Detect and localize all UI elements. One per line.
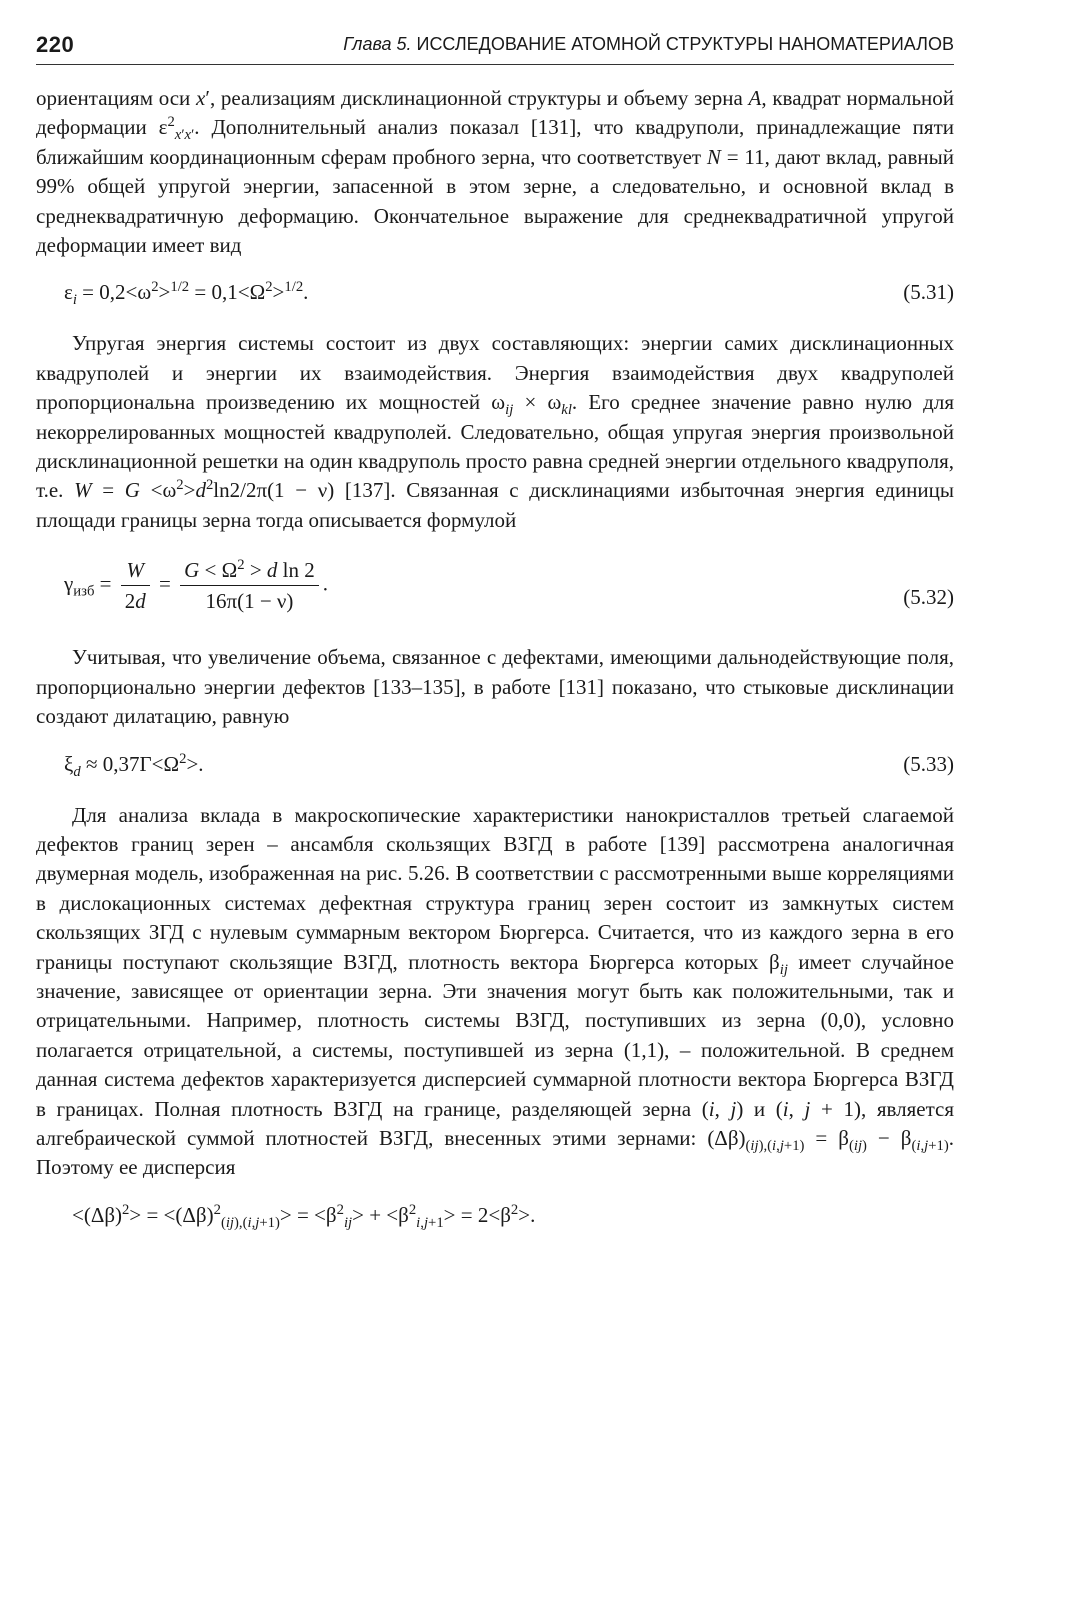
chapter-prefix: Глава 5. — [343, 34, 412, 54]
header-rule — [36, 64, 954, 65]
equation-number: (5.33) — [903, 751, 954, 776]
equation-number: (5.31) — [903, 280, 954, 305]
equation-5-32 — [36, 555, 954, 623]
equation-formula: $\xi_d \approx 0,37\Gamma<\Omega^2>$. — [64, 750, 204, 780]
paragraph-3: Учитывая, что увеличение объема, связанное с дефектами, имеющими дальнодействующие поля, пропорционально энергии дефектов [133–135], в работе [131] показано, что стыковые дисклинации создают дилатацию, равную — [36, 645, 954, 729]
page-header — [36, 32, 954, 66]
equation-formula: $<(\Delta\beta)^2> = <(\Delta\beta)^2_{(ij),(i,j+1)}> = <\beta^2_{ij}> + <\beta^2_{i,j+1}> = 2<\beta^2>$. — [72, 1201, 536, 1231]
paragraph-1: ориентациям оси x′, реализациям дисклинационной структуры и объему зерна A, квадрат нормальной деформации $\varepsilon^2_{x'x'}$. Дополнительный анализ показал [131], что квадруполи, принадлежащие пяти ближайшим координационным сферам пробного зерна, что соответствует N = 11, дают вклад, равный 99% общей упругой энергии, запасенной в этом зерне, а следовательно, и основной вклад в среднеквадратичную деформацию. Окончательное выражение для среднеквадратичной упругой деформации имеет вид — [36, 86, 954, 258]
equation-5-31 — [36, 280, 954, 309]
equation-formula: $\varepsilon_i = 0,2<\omega^2>^{1/2} = 0,1<\Omega^2>^{1/2}$. — [64, 279, 309, 309]
page-body — [36, 84, 954, 1232]
equation-formula: $\gamma_{изб}$ = $\frac{W}{2d}$ = $\frac{G < \Omega^2 > d \ln 2}{16\pi(1 - \nu)}$ . — [64, 557, 329, 614]
equation-5-33 — [36, 752, 954, 781]
page-number: 220 — [36, 32, 75, 57]
paragraph-2: Упругая энергия системы состоит из двух составляющих: энергии самих дисклинационных квадруполей и энергии их взаимодействия. Энергия взаимодействия двух квадруполей пропорциональна произведению их мощностей $\omega_{ij} \times \omega_{kl}$. Его среднее значение равно нулю для некоррелированных мощностей квадруполей. Следовательно, общая упругая энергия произвольной дисклинационной решетки на один квадруполь просто равна средней энергии отдельного квадруполя, т.е. $W = G <\omega^2>d^2\ln 2/2\pi(1 - \nu)$ [137]. Связанная с дисклинациями избыточная энергия единицы площади границы зерна тогда описывается формулой — [36, 331, 955, 532]
equation-dispersion — [36, 1203, 954, 1232]
chapter-title: ИССЛЕДОВАНИЕ АТОМНОЙ СТРУКТУРЫ НАНОМАТЕРИАЛОВ — [416, 34, 954, 54]
running-head — [343, 34, 954, 55]
equation-number: (5.32) — [903, 585, 954, 610]
paragraph-4: Для анализа вклада в макроскопические характеристики нанокристаллов третьей слагаемой дефектов границ зерен – ансамбля скользящих ВЗГД в работе [139] рассмотрена аналогичная двумерная модель, изображенная на рис. 5.26. В соответствии с рассмотренными выше корреляциями в дислокационных системах дефектная структура границ зерен состоит из замкнутых систем скользящих ЗГД с нулевым суммарным вектором Бюргерса. Считается, что из каждого зерна в его границы поступают скользящие ВЗГД, плотность вектора Бюргерса которых $\beta_{ij}$ имеет случайное значение, зависящее от ориентации зерна. Эти значения могут быть как положительными, так и отрицательными. Например, плотность системы ВЗГД, поступивших из зерна (0,0), условно полагается отрицательной, а системы, поступившей из зерна (1,1), – положительной. В среднем данная система дефектов характеризуется дисперсией суммарной плотности вектора Бюргерса ВЗГД в границах. Полная плотность ВЗГД на границе, разделяющей зерна (i, j) и (i, j + 1), является алгебраической суммой плотностей ВЗГД, внесенных этими зернами: $(\Delta\beta)_{(ij),(i,j+1)} = \beta_{(ij)} - \beta_{(i,j+1)}$. Поэтому ее дисперсия — [36, 802, 955, 1180]
